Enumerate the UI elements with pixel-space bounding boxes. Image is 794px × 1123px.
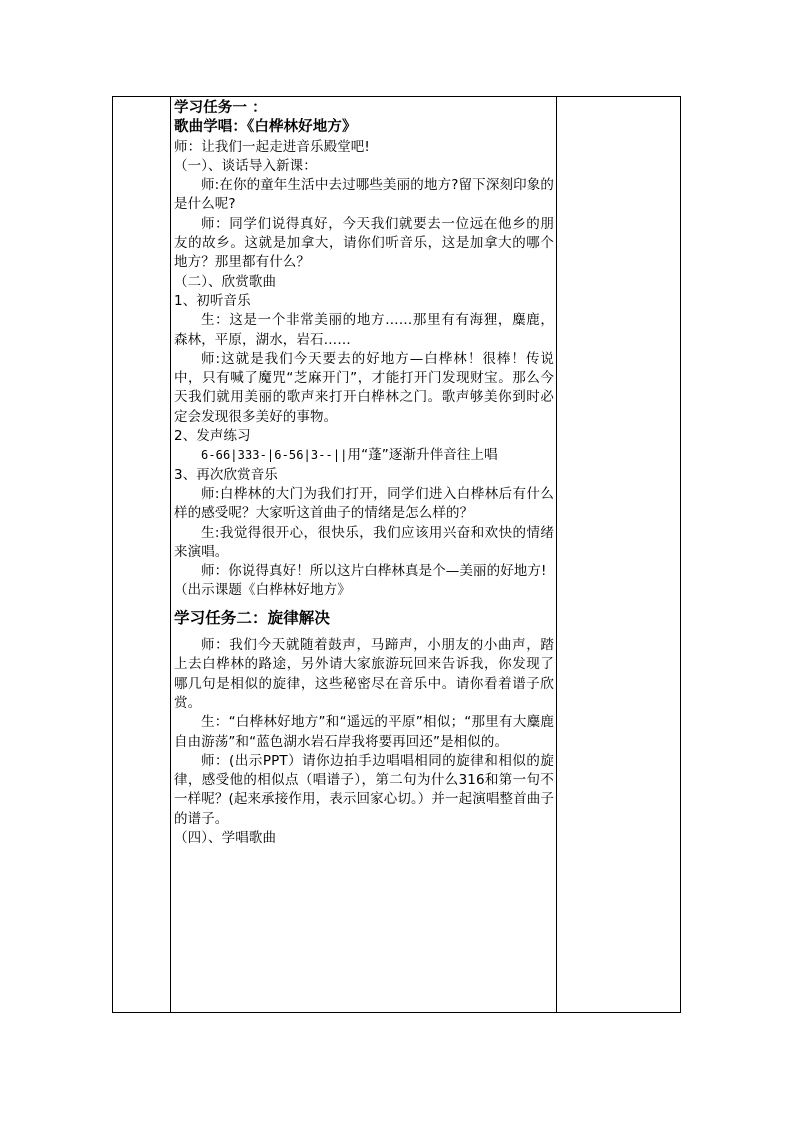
text-line: 1、初听音乐: [174, 292, 251, 309]
exercise-instruction: 用“蓬”逐渐升伴音往上唱: [347, 447, 498, 464]
task1-heading: 学习任务一 ：: [174, 100, 267, 116]
lesson-plan-table: [112, 96, 681, 1013]
text-paragraph: 师:白桦林的大门为我们打开，同学们进入白桦林后有什么样的感受呢？大家听这首曲子的情绪是怎么样的？: [174, 485, 554, 522]
text-line: 2、发声练习: [174, 428, 251, 445]
text-line: （出示课题《白桦林好地方》: [174, 582, 351, 599]
section-heading: （四）、学唱歌曲: [174, 829, 277, 846]
text-line: 3、再次欣赏音乐: [174, 466, 278, 483]
text-line: 师：让我们一起走进音乐殿堂吧!: [174, 138, 370, 155]
text-paragraph: 师：(出示PPT）请你边拍手边唱唱相同的旋律和相似的旋律，感受他的相似点（唱谱子），第二句为什么316和第一句不一样呢？(起来承接作用，表示回家心切。）并一起演唱整首曲子的谱子。: [174, 752, 554, 827]
section-heading: （二）、欣赏歌曲: [174, 273, 277, 290]
table-column-divider-right: [556, 97, 557, 1012]
text-paragraph: 师:在你的童年生活中去过哪些美丽的地方?留下深刻印象的是什么呢?: [174, 177, 554, 213]
song-heading: 歌曲学唱：《白桦林好地方》: [174, 119, 357, 136]
lesson-content-cell: [174, 99, 554, 848]
text-paragraph: 师：同学们说得真好，今天我们就要去一位远在他乡的朋友的故乡。这就是加拿大，请你们听音乐，这是加拿大的哪个地方？那里都有什么？: [174, 215, 554, 271]
text-paragraph: 师：你说得真好！所以这片白桦林真是个—美丽的好地方!: [201, 563, 547, 580]
text-paragraph: 师:这就是我们今天要去的好地方—白桦林！很棒！传说中，只有喊了魔咒“芝麻开门”，才能打开门发现财宝。那么今天我们就用美丽的歌声来打开白桦林之门。歌声够美你到时必定会发现很多美好的事物。: [174, 350, 554, 425]
text-paragraph: 生：“白桦林好地方”和“遥远的平原”相似；“那里有大麋鹿自由游荡”和“蓝色湖水岩石岸我将要再回还”是相似的。: [174, 714, 554, 750]
text-paragraph: 师：我们今天就随着鼓声，马蹄声，小朋友的小曲声，踏上去白桦林的路途，另外请大家旅游玩回来告诉我，你发现了哪几句是相似的旋律，这些秘密尽在音乐中。请你看着谱子欣赏。: [174, 637, 554, 711]
notation-sequence: 6-66|333-|6-56|3--||: [201, 448, 348, 463]
vocal-exercise-line: [174, 446, 554, 465]
text-line: （一）、谈话导入新课：: [174, 157, 317, 174]
text-paragraph: 生:我觉得很开心，很快乐，我们应该用兴奋和欢快的情绪来演唱。: [174, 524, 554, 560]
task2-heading: 学习任务二：旋律解决: [174, 608, 331, 627]
table-column-divider-left: [170, 97, 171, 1012]
text-paragraph: 生：这是一个非常美丽的地方……那里有有海狸，麋鹿，森林，平原，湖水，岩石……: [174, 312, 554, 348]
